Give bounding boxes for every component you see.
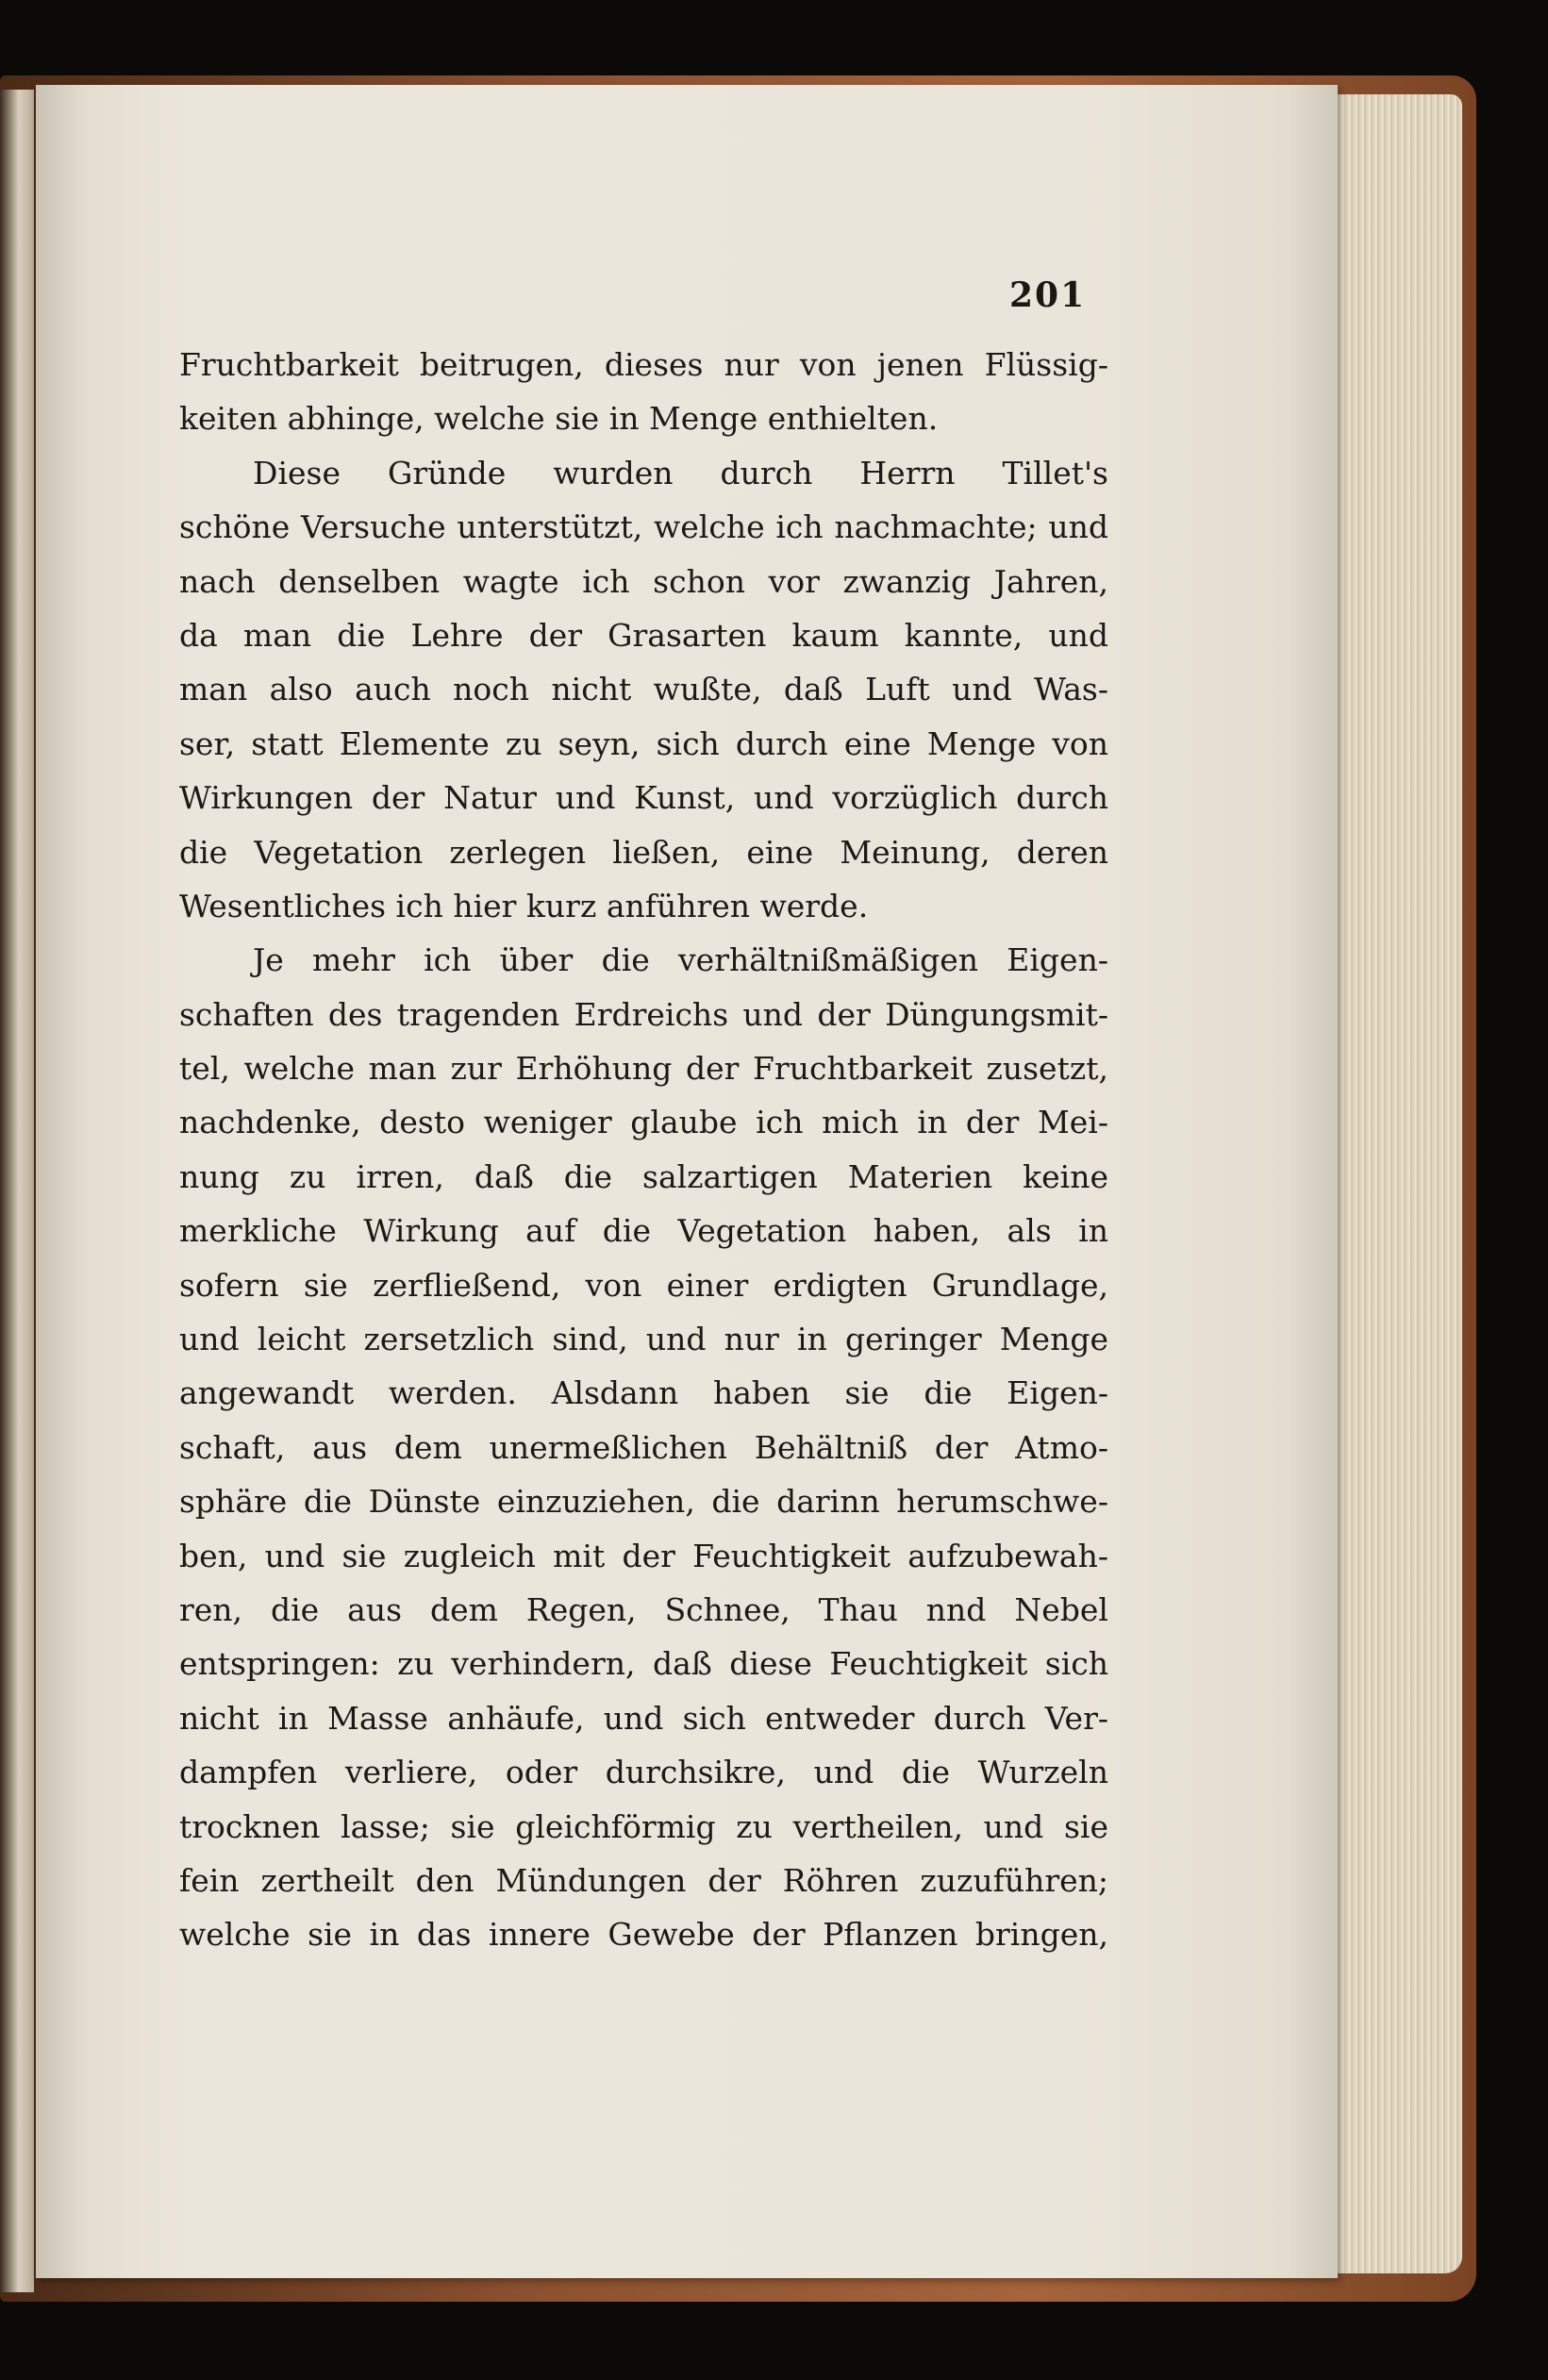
text-line: nung zu irren, daß die salzartigen Materien keine <box>179 1157 1108 1195</box>
text-line: welche sie in das innere Gewebe der Pflanzen bringen, <box>179 1916 1108 1954</box>
text-line: trocknen lasse; sie gleichförmig zu vertheilen, und sie <box>179 1807 1108 1845</box>
text-line: ben, und sie zugleich mit der Feuchtigkeit aufzubewah- <box>179 1537 1108 1574</box>
page-fore-edge <box>1321 94 1462 2273</box>
text-line: sphäre die Dünste einzuziehen, die darinn herumschwe- <box>179 1483 1108 1521</box>
text-line: keiten abhinge, welche sie in Menge enthielten. <box>179 400 939 438</box>
text-line: Wesentliches ich hier kurz anführen werde. <box>179 887 869 924</box>
text-line: schöne Versuche unterstützt, welche ich nachmachte; und <box>179 508 1108 546</box>
page-number: 201 <box>1009 275 1087 315</box>
text-line: nicht in Masse anhäufe, und sich entweder durch Ver- <box>179 1699 1108 1737</box>
text-line: Je mehr ich über die verhältnißmäßigen Eigen- <box>253 941 1108 979</box>
text-line: und leicht zersetzlich sind, und nur in geringer Menge <box>179 1321 1108 1358</box>
text-line: Diese Gründe wurden durch Herrn Tillet's <box>253 454 1108 491</box>
text-line: tel, welche man zur Erhöhung der Fruchtbarkeit zusetzt, <box>179 1050 1108 1088</box>
text-line: man also auch noch nicht wußte, daß Luft und Was- <box>179 671 1108 708</box>
text-line: Fruchtbarkeit beitrugen, dieses nur von jenen Flüssig- <box>179 346 1108 383</box>
text-line: schaften des tragenden Erdreichs und der Düngungsmit- <box>179 995 1108 1033</box>
text-line: dampfen verliere, oder durchsikre, und die Wurzeln <box>179 1754 1108 1791</box>
text-line: nachdenke, desto weniger glaube ich mich in der Mei- <box>179 1104 1108 1141</box>
text-line: ser, statt Elemente zu seyn, sich durch eine Menge von <box>179 724 1108 762</box>
text-line: da man die Lehre der Grasarten kaum kannte, und <box>179 616 1108 654</box>
text-line: fein zertheilt den Mündungen der Röhren zuzuführen; <box>179 1861 1108 1899</box>
text-line: schaft, aus dem unermeßlichen Behältniß der Atmo- <box>179 1428 1108 1466</box>
text-line: entspringen: zu verhindern, daß diese Feuchtigkeit sich <box>179 1645 1108 1683</box>
text-line: ren, die aus dem Regen, Schnee, Thau nnd Nebel <box>179 1590 1108 1628</box>
facing-page-edge <box>0 90 34 2292</box>
text-line: Wirkungen der Natur und Kunst, und vorzüglich durch <box>179 779 1108 817</box>
text-line: die Vegetation zerlegen ließen, eine Meinung, deren <box>179 833 1108 871</box>
text-line: angewandt werden. Alsdann haben sie die Eigen- <box>179 1374 1108 1412</box>
page-text <box>179 338 1108 1962</box>
text-line: merkliche Wirkung auf die Vegetation haben, als in <box>179 1212 1108 1250</box>
text-line: sofern sie zerfließend, von einer erdigten Grundlage, <box>179 1266 1108 1304</box>
text-line: nach denselben wagte ich schon vor zwanzig Jahren, <box>179 562 1108 600</box>
